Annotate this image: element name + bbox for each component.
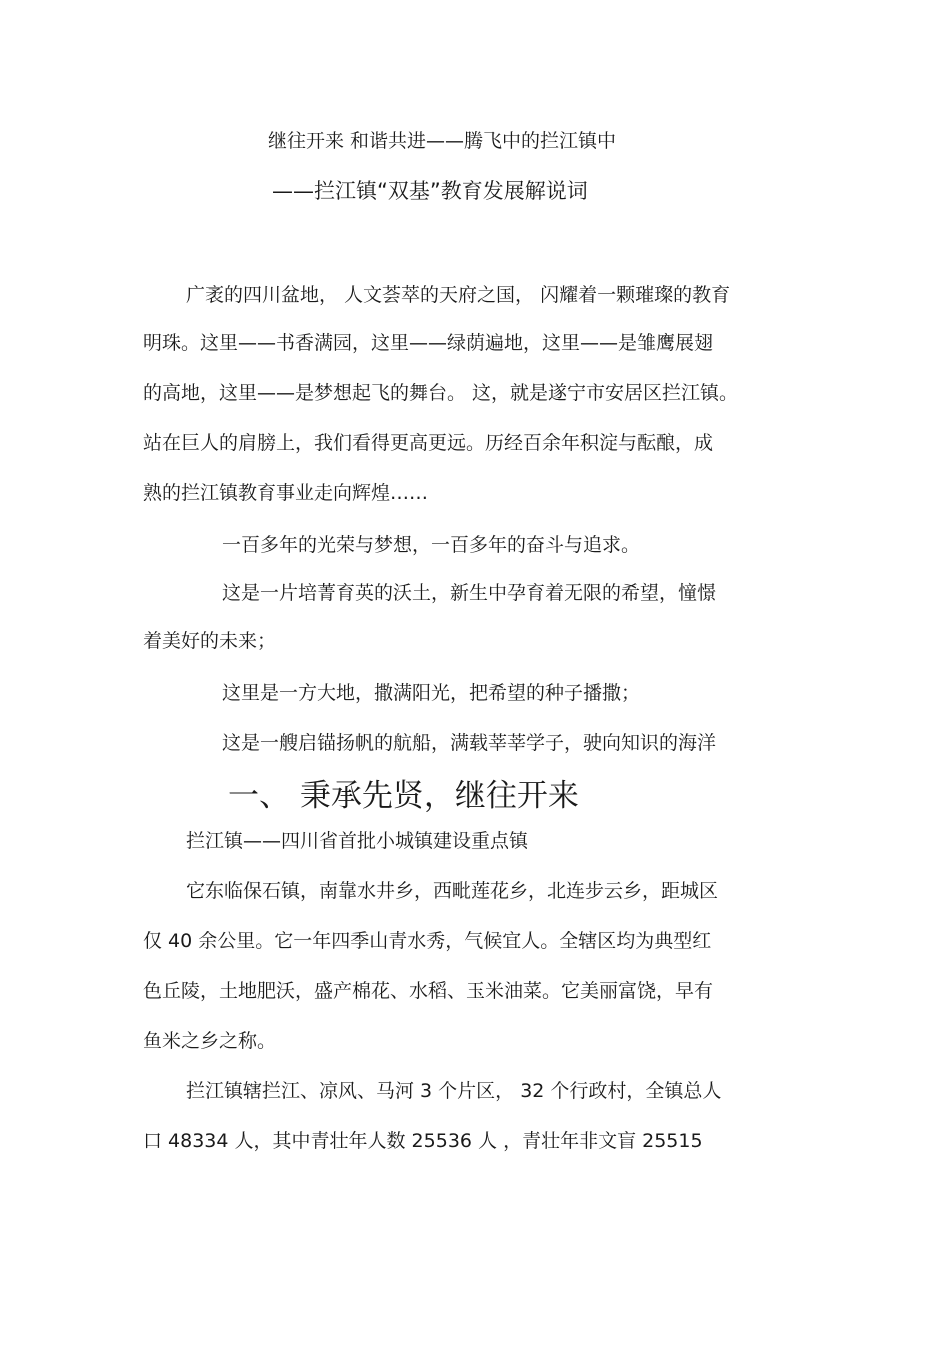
sub-title: ——拦江镇“双基”教育发展解说词 — [272, 179, 588, 203]
paragraph-line: 鱼米之乡之称。 — [143, 1030, 277, 1052]
paragraph-line: 它东临保石镇，南靠水井乡，西毗莲花乡，北连步云乡，距城区 — [186, 880, 719, 902]
paragraph-line: 仅 40 余公里。它一年四季山青水秀，气候宜人。全辖区均为典型红 — [143, 930, 712, 952]
verse-line: 这是一艘启锚扬帆的航船，满载莘莘学子，驶向知识的海洋 — [222, 732, 717, 754]
verse-line: 着美好的未来； — [143, 630, 277, 652]
verse-line: 一百多年的光荣与梦想，一百多年的奋斗与追求。 — [222, 534, 641, 556]
verse-line: 这是一片培菁育英的沃土，新生中孕育着无限的希望，憧憬 — [222, 582, 717, 604]
intro-line: 广袤的四川盆地， 人文荟萃的天府之国， 闪耀着一颗璀璨的教育 — [186, 284, 731, 306]
intro-line: 熟的拦江镇教育事业走向辉煌…… — [143, 482, 429, 504]
intro-line: 站在巨人的肩膀上，我们看得更高更远。历经百余年积淀与酝酿，成 — [143, 432, 714, 454]
verse-line: 这里是一方大地，撒满阳光，把希望的种子播撒； — [222, 682, 641, 704]
intro-line: 的高地，这里——是梦想起飞的舞台。 这，就是遂宁市安居区拦江镇。 — [143, 382, 739, 404]
paragraph-line: 色丘陵，土地肥沃，盛产棉花、水稻、玉米油菜。它美丽富饶，早有 — [143, 980, 714, 1002]
paragraph-line: 拦江镇辖拦江、凉风、马河 3 个片区， 32 个行政村，全镇总人 — [186, 1080, 722, 1102]
intro-line: 明珠。这里——书香满园，这里——绿荫遍地，这里——是雏鹰展翅 — [143, 332, 714, 354]
main-title: 继往开来 和谐共进——腾飞中的拦江镇中 — [268, 130, 617, 152]
section-subtitle: 拦江镇——四川省首批小城镇建设重点镇 — [186, 830, 529, 852]
paragraph-line: 口 48334 人，其中青壮年人数 25536 人 ，青壮年非文盲 25515 — [143, 1130, 703, 1152]
section-heading: 一、 秉承先贤，继往开来 — [228, 778, 579, 814]
